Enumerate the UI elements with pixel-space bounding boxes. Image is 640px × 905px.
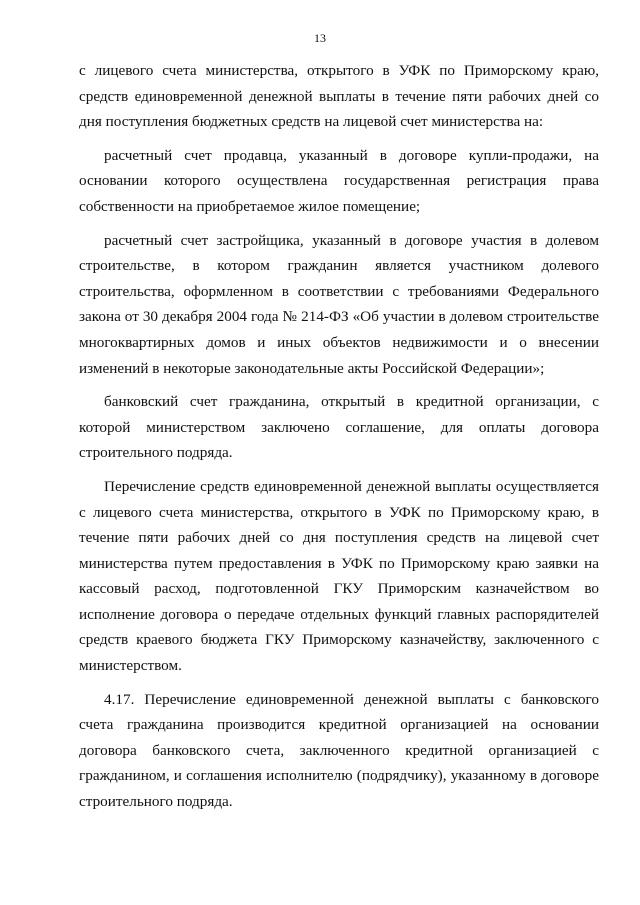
paragraph-transfer-procedure: Перечисление средств единовременной денежной выплаты осуществляется с лицевого счета министерства, открытого в УФК по Приморскому краю, в течение пяти рабочих дней со дня поступления средств на лицевой счет министерства путем предоставления в УФК по Приморскому краю заявки на кассовый расход, подготовленной ГКУ Приморским казначейством во исполнение договора о передаче отдельных функций главных распорядителей средств краевого бюджета ГКУ Приморскому казначейству, заключенного с министерством. <box>79 477 599 675</box>
paragraph-developer-account: расчетный счет застройщика, указанный в договоре участия в долевом строительстве, в котором гражданин является участником долевого строительства, оформленном в соответствии с требованиями Федерального закона от 30 декабря 2004 года № 214-ФЗ «Об участии в долевом строительстве многоквартирных домов и иных объектов недвижимости и о внесении изменений в некоторые законодательные акты Российской Федерации»; <box>79 231 599 377</box>
page-number: 13 <box>314 31 326 45</box>
document-body <box>79 58 599 815</box>
paragraph-seller-account: расчетный счет продавца, указанный в договоре купли-продажи, на основании которого осуществлена государственная регистрация права собственности на приобретаемое жилое помещение; <box>79 146 599 215</box>
paragraph-section-4-17: 4.17. Перечисление единовременной денежной выплаты с банковского счета гражданина производится кредитной организацией на основании договора банковского счета, заключенного кредитной организацией с гражданином, и соглашения исполнителю (подрядчику), указанному в договоре строительного подряда. <box>79 690 599 811</box>
paragraph-citizen-bank-account: банковский счет гражданина, открытый в кредитной организации, с которой министерством заключено соглашение, для оплаты договора строительного подряда. <box>79 393 599 462</box>
paragraph-payment-transfer-intro: с лицевого счета министерства, открытого в УФК по Приморскому краю, средств единовременной денежной выплаты в течение пяти рабочих дней со дня поступления бюджетных средств на лицевой счет министерства на: <box>79 62 599 131</box>
